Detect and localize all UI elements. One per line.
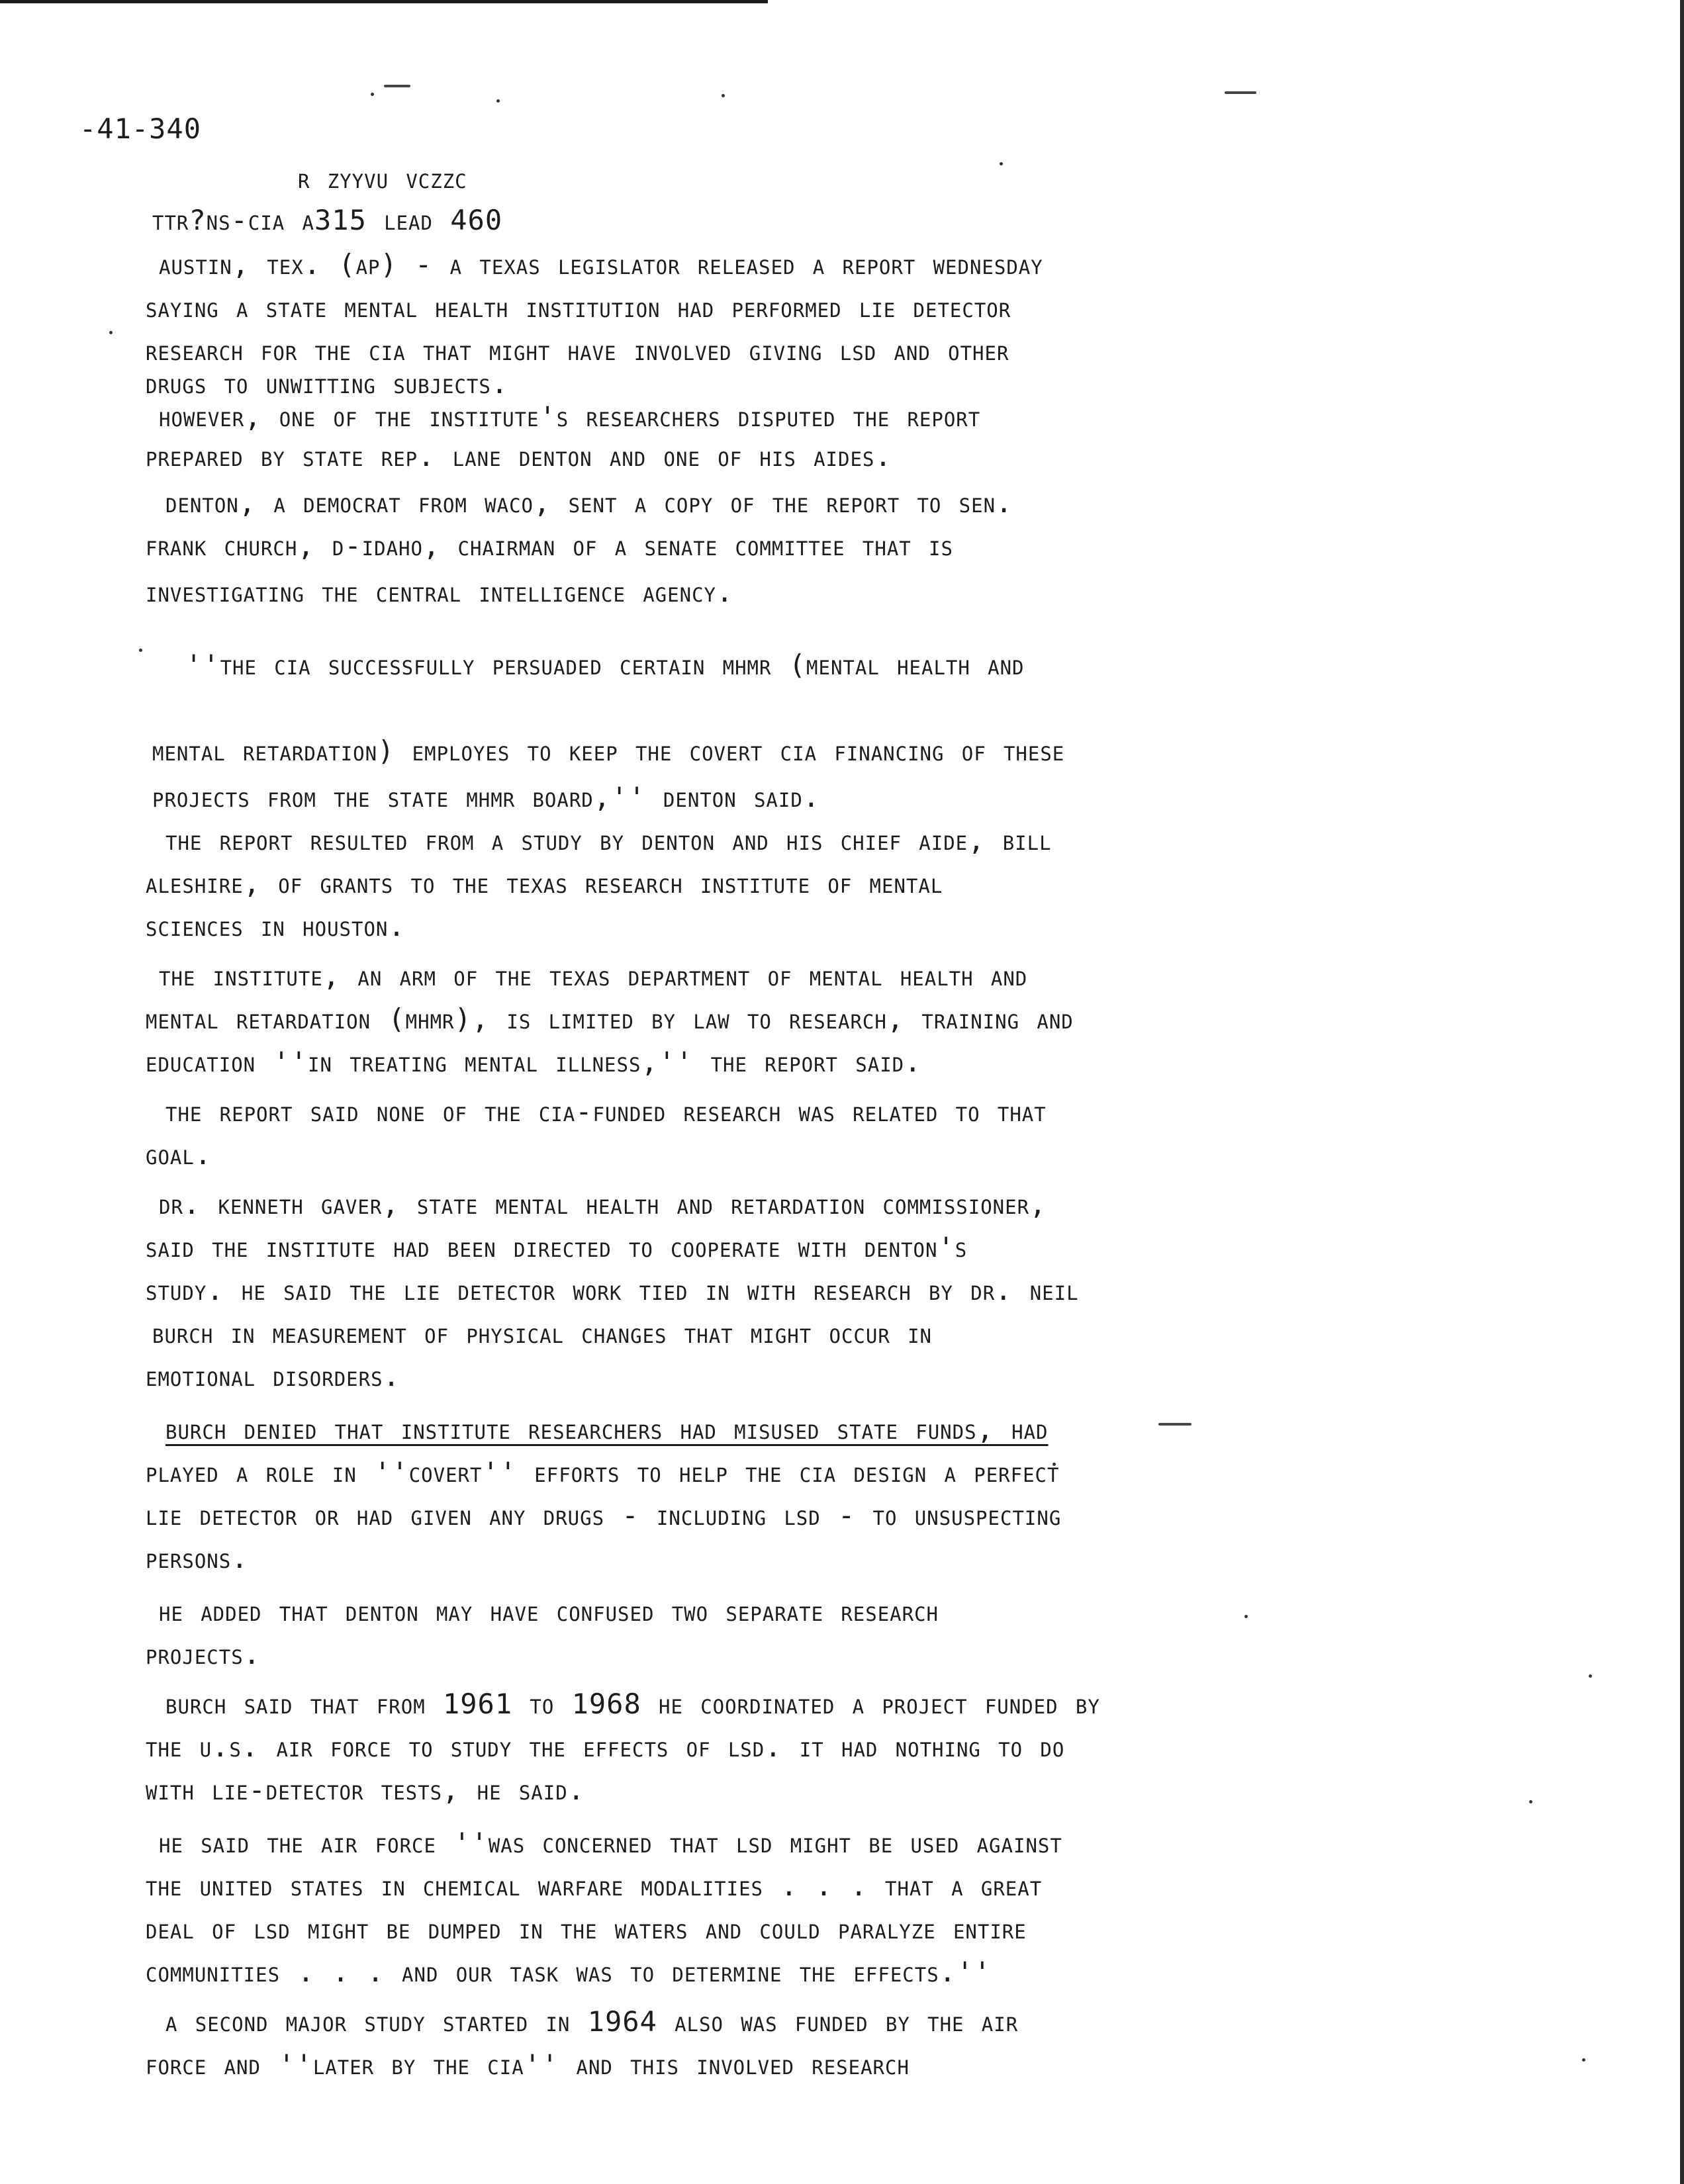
body-line: sciences in houston. bbox=[146, 910, 406, 942]
body-line: drugs to unwitting subjects. bbox=[146, 367, 509, 400]
speck bbox=[1244, 1615, 1248, 1618]
speck bbox=[1529, 1800, 1532, 1803]
body-line: burch in measurement of physical changes that might occur in bbox=[152, 1317, 933, 1349]
body-line: burch said that from 1961 to 1968 he coordinated a project funded by bbox=[165, 1688, 1100, 1720]
speck bbox=[722, 94, 725, 97]
body-line: deal of lsd might be dumped in the waters and could paralyze entire bbox=[146, 1913, 1027, 1945]
body-line: austin, tex. (ap) - a texas legislator released a report wednesday bbox=[159, 248, 1043, 281]
body-line: dr. kenneth gaver, state mental health and retardation commissioner, bbox=[159, 1188, 1047, 1220]
body-line: the report said none of the cia-funded research was related to that bbox=[165, 1095, 1047, 1128]
body-line: the u.s. air force to study the effects of lsd. it had nothing to do bbox=[146, 1731, 1065, 1763]
body-line: study. he said the lie detector work tied in with research by dr. neil bbox=[146, 1274, 1079, 1306]
body-line: force and ''later by the cia'' and this involved research bbox=[146, 2048, 910, 2081]
speck bbox=[1000, 162, 1003, 165]
body-line: education ''in treating mental illness,'' the report said. bbox=[146, 1046, 922, 1078]
body-line: communities . . . and our task was to determine the effects.'' bbox=[146, 1956, 992, 1988]
speck bbox=[1582, 2058, 1585, 2062]
speck bbox=[371, 93, 374, 96]
body-line: he said the air force ''was concerned that lsd might be used against bbox=[159, 1827, 1062, 1859]
body-line: projects from the state mhmr board,'' denton said. bbox=[152, 781, 821, 813]
body-line: the united states in chemical warfare modalities . . . that a great bbox=[146, 1870, 1043, 1902]
smudge bbox=[1158, 1423, 1192, 1426]
header-routing-line: r zyyvu vczzc bbox=[298, 162, 467, 195]
top-rule bbox=[0, 0, 768, 3]
body-line: with lie-detector tests, he said. bbox=[146, 1774, 585, 1806]
body-line: investigating the central intelligence agency. bbox=[146, 576, 734, 608]
smudge bbox=[1225, 91, 1256, 94]
body-line: mental retardation (mhmr), is limited by law to research, training and bbox=[146, 1003, 1074, 1035]
speck bbox=[1589, 1674, 1592, 1678]
page-edge bbox=[1680, 0, 1684, 2184]
body-line: saying a state mental health institution had performed lie detector bbox=[146, 291, 1011, 324]
speck bbox=[496, 99, 500, 103]
body-line: mental retardation) employes to keep the covert cia financing of these bbox=[152, 735, 1065, 767]
body-line: projects. bbox=[146, 1638, 261, 1670]
body-line: played a role in ''covert'' efforts to help the cia design a perfect bbox=[146, 1456, 1060, 1488]
header-code-line: -41-340 bbox=[79, 113, 202, 145]
body-line: prepared by state rep. lane denton and one of his aides. bbox=[146, 440, 892, 473]
body-line: the institute, an arm of the texas department of mental health and bbox=[159, 960, 1028, 992]
body-line: burch denied that institute researchers had misused state funds, had bbox=[165, 1413, 1049, 1445]
body-line: however, one of the institute's researchers disputed the report bbox=[159, 400, 981, 433]
header-slug-line: ttr?ns-cia a315 lead 460 bbox=[152, 204, 503, 236]
body-line: frank church, d-idaho, chairman of a senate committee that is bbox=[146, 529, 953, 562]
body-line: he added that denton may have confused two separate research bbox=[159, 1595, 939, 1627]
body-line: said the institute had been directed to cooperate with denton's bbox=[146, 1231, 968, 1263]
body-line: persons. bbox=[146, 1542, 249, 1574]
speck bbox=[139, 649, 142, 652]
body-line: aleshire, of grants to the texas research institute of mental bbox=[146, 867, 943, 899]
body-line: a second major study started in 1964 also was funded by the air bbox=[165, 2005, 1019, 2038]
body-line: the report resulted from a study by denton and his chief aide, bill bbox=[165, 824, 1052, 856]
smudge bbox=[384, 85, 410, 87]
body-line: ''the cia successfully persuaded certain mhmr (mental health and bbox=[185, 649, 1025, 681]
body-line: lie detector or had given any drugs - including lsd - to unsuspecting bbox=[146, 1499, 1062, 1531]
body-line: goal. bbox=[146, 1138, 212, 1171]
body-line: emotional disorders. bbox=[146, 1360, 400, 1392]
speck bbox=[109, 331, 113, 334]
body-line: research for the cia that might have involved giving lsd and other bbox=[146, 334, 1009, 367]
body-line: denton, a democrat from waco, sent a copy of the report to sen. bbox=[165, 486, 1013, 519]
